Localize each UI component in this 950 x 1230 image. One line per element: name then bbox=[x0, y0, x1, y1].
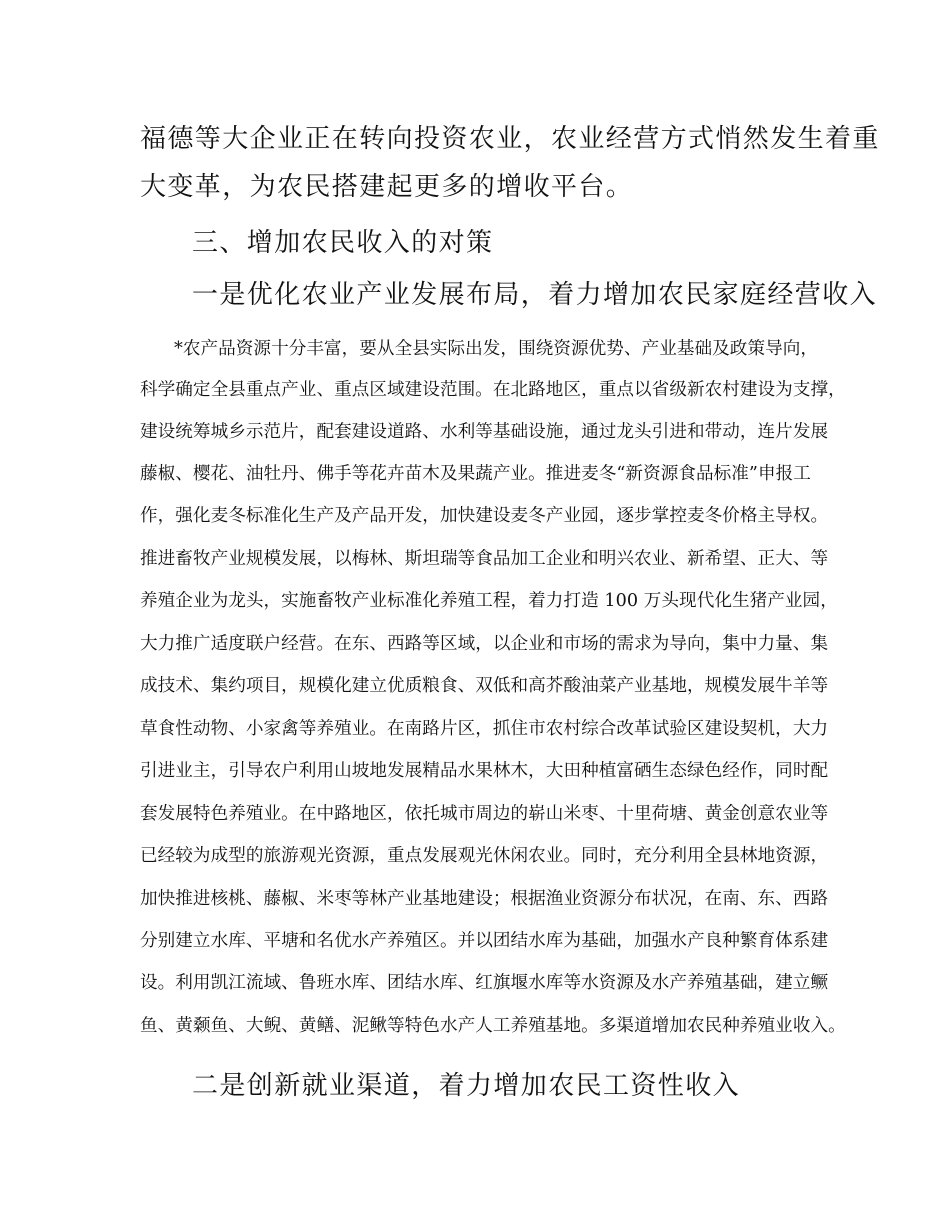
body-line: 加快推进核桃、藤椒、米枣等林产业基地建设；根据渔业资源分布状况，在南、东、西路 bbox=[140, 889, 829, 909]
body-line: 已经较为成型的旅游观光资源，重点发展观光休闲农业。同时，充分利用全县林地资源， bbox=[140, 846, 829, 866]
body-line: 建设统筹城乡示范片，配套建设道路、水利等基础设施，通过龙头引进和带动，连片发展 bbox=[140, 422, 829, 442]
intro-line-1: 福德等大企业正在转向投资农业，农业经营方式悄然发生着重 bbox=[140, 124, 880, 154]
body-line: 草食性动物、小家禽等养殖业。在南路片区，抓住市农村综合改革试验区建设契机，大力 bbox=[140, 719, 829, 739]
body-line: 养殖企业为龙头，实施畜牧产业标准化养殖工程，着力打造 100 万头现代化生猪产业园， bbox=[140, 591, 838, 611]
subheading-2: 二是创新就业渠道，着力增加农民工资性收入 bbox=[192, 1071, 741, 1101]
body-line: 分别建立水库、平塘和名优水产养殖区。并以团结水库为基础，加强水产良种繁育体系建 bbox=[140, 931, 829, 951]
body-line: 科学确定全县重点产业、重点区域建设范围。在北路地区，重点以省级新农村建设为支撑， bbox=[140, 380, 846, 400]
body-line: 藤椒、樱花、油牡丹、佛手等花卉苗木及果蔬产业。推进麦冬“新资源食品标准”申报工 bbox=[140, 464, 811, 484]
body-line: *农产品资源十分丰富，要从全县实际出发，围绕资源优势、产业基础及政策导向， bbox=[174, 339, 819, 359]
body-line: 设。利用凯江流域、鲁班水库、团结水库、红旗堰水库等水资源及水产养殖基础，建立鳜 bbox=[140, 973, 829, 993]
body-line: 引进业主，引导农户利用山坡地发展精品水果林木，大田种植富硒生态绿色经作，同时配 bbox=[140, 761, 829, 781]
body-line: 鱼、黄颡鱼、大鲵、黄鳝、泥鳅等特色水产人工养殖基地。多渠道增加农民种养殖业收入。 bbox=[140, 1016, 846, 1036]
body-line: 作，强化麦冬标准化生产及产品开发，加快建设麦冬产业园，逐步掌控麦冬价格主导权。 bbox=[140, 506, 829, 526]
body-line: 推进畜牧产业规模发展，以梅林、斯坦瑞等食品加工企业和明兴农业、新希望、正大、等 bbox=[140, 549, 829, 569]
body-line: 套发展特色养殖业。在中路地区，依托城市周边的崭山米枣、十里荷塘、黄金创意农业等 bbox=[140, 804, 829, 824]
section-heading: 三、增加农民收入的对策 bbox=[192, 228, 494, 258]
body-line: 成技术、集约项目，规模化建立优质粮食、双低和高芥酸油菜产业基地，规模发展牛羊等 bbox=[140, 676, 829, 696]
subheading-1: 一是优化农业产业发展布局，着力增加农民家庭经营收入 bbox=[192, 280, 878, 310]
body-line: 大力推广适度联户经营。在东、西路等区域，以企业和市场的需求为导向，集中力量、集 bbox=[140, 634, 829, 654]
intro-line-2: 大变革，为农民搭建起更多的增收平台。 bbox=[140, 172, 634, 202]
